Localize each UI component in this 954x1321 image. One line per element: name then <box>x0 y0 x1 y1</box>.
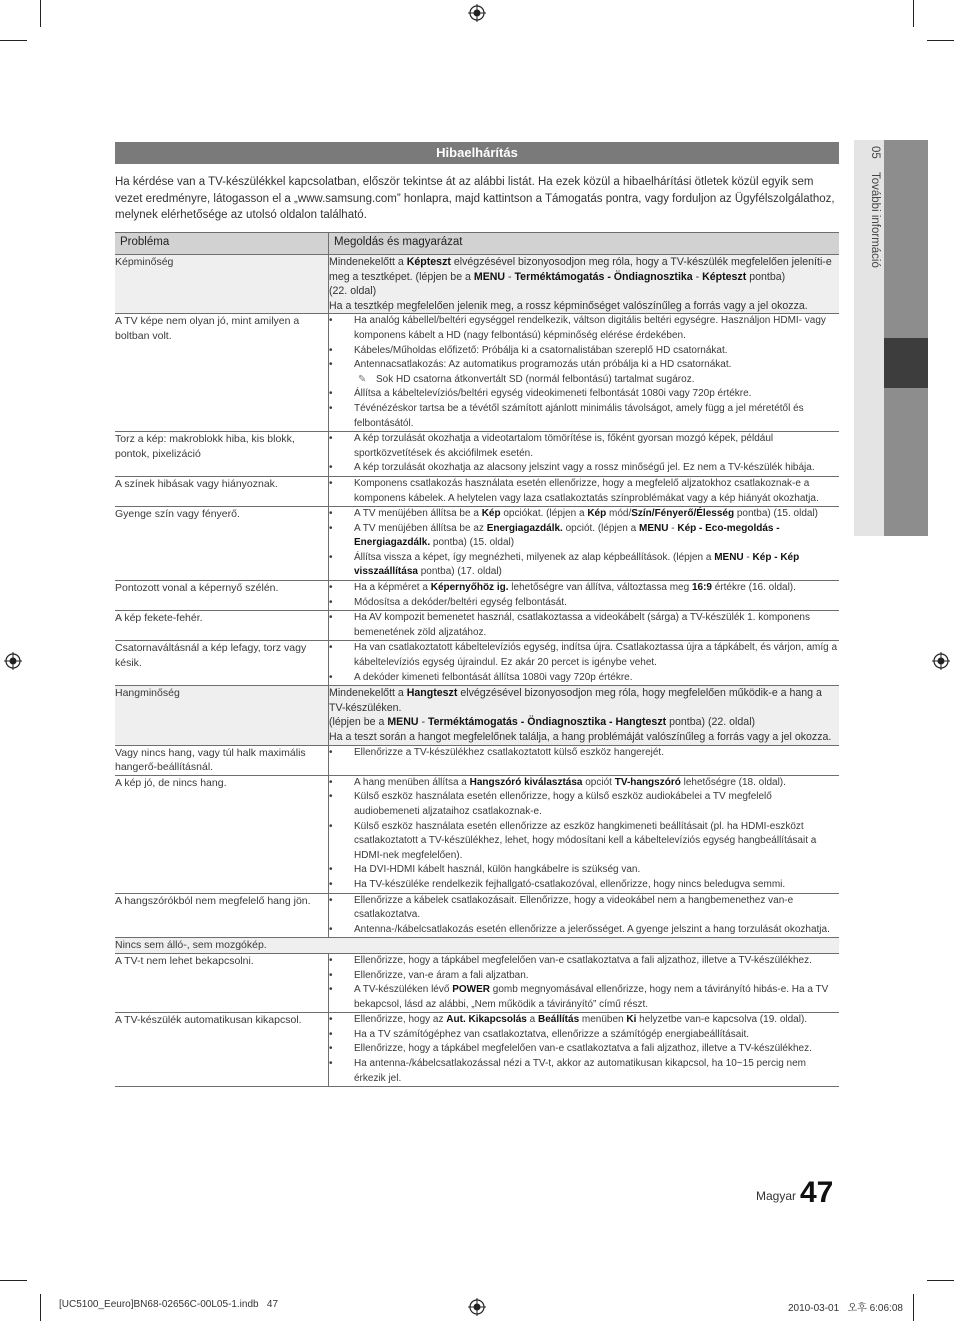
crop-mark <box>913 1294 914 1321</box>
troubleshooting-table <box>115 232 839 1087</box>
list-item: • A TV menüjében állítsa be az Energiagazdálk. opciót. (lépjen a MENU - Kép - Eco-megoldás - Energiagazdálk. pontba) (15. oldal) <box>354 522 839 551</box>
list-item: • Ellenőrizze, hogy a tápkábel megfelelően van-e csatlakoztatva a fali aljzathoz, illetve a TV-készülékhez. <box>354 954 839 969</box>
list-item: • A kép torzulását okozhatja az alacsony jelszint vagy a rossz minőségű jel. Ez nem a TV-készülék hibája. <box>354 461 839 476</box>
problem-cell: Vagy nincs hang, vagy túl halk maximális hangerő-beállításnál. <box>115 745 329 775</box>
problem-cell: A kép fekete-fehér. <box>115 611 329 641</box>
list-item: • Ha AV kompozit bemenetet használ, csatlakoztassa a videokábelt (sárga) a TV-készülék 1. komponens bemenetének zöld aljzatához. <box>354 611 839 640</box>
list-item: • A TV-készüléken lévő POWER gomb megnyomásával ellenőrizze, hogy nem a távirányító hibás-e. Ha a TV bekapcsol, lásd az alábbi, „Nem működik a távirányító” című részt. <box>354 983 839 1012</box>
solution-list <box>329 641 839 685</box>
problem-cell: Pontozott vonal a képernyő szélén. <box>115 581 329 611</box>
print-slug-file: [UC5100_Eeuro]BN68-02656C-00L05-1.indb 47 <box>59 1299 279 1310</box>
list-item: • Állítsa a kábeltelevíziós/beltéri egység videokimeneti felbontását 1080i vagy 720p értékre. <box>354 387 839 402</box>
list-item: • A TV menüjében állítsa be a Kép opciókat. (lépjen a Kép mód/Szín/Fényerő/Élesség pontba) (15. oldal) <box>354 507 839 522</box>
problem-cell: Torz a kép: makroblokk hiba, kis blokk, pontok, pixelizáció <box>115 432 329 477</box>
solution-line: (lépjen be a MENU - Terméktámogatás - Öndiagnosztika - Hangteszt pontba) (22. oldal) <box>329 716 756 729</box>
note-item <box>354 373 839 388</box>
table-row <box>115 581 839 611</box>
solution-cell <box>329 1013 840 1087</box>
section-title: Hibaelhárítás <box>115 142 839 164</box>
table-row <box>115 432 839 477</box>
list-item: • Módosítsa a dekóder/beltéri egység felbontását. <box>354 596 839 611</box>
solution-list <box>329 611 839 640</box>
page-number: 47 <box>800 1176 834 1209</box>
problem-cell: A színek hibásak vagy hiányoznak. <box>115 476 329 506</box>
solution-list <box>329 894 839 938</box>
list-item: • Ha antenna-/kábelcsatlakozással nézi a TV-t, akkor az automatikusan kikapcsol, ha 10~15 percig nem érkezik jel. <box>354 1057 839 1086</box>
chapter-tab-label <box>859 146 881 446</box>
solution-cell <box>329 745 840 775</box>
registration-mark-icon <box>468 1298 486 1316</box>
crop-mark <box>40 0 41 27</box>
solution-cell <box>329 581 840 611</box>
solution-cell <box>329 641 840 686</box>
solution-list <box>329 581 839 610</box>
solution-cell <box>329 686 840 745</box>
table-row <box>115 611 839 641</box>
problem-cell: Csatornaváltásnál a kép lefagy, torz vagy késik. <box>115 641 329 686</box>
solution-list <box>329 314 839 431</box>
table-body <box>115 255 839 1087</box>
note-pencil-icon: ✎ <box>358 373 367 385</box>
list-item: • Ha van csatlakoztatott kábeltelevíziós egység, indítsa újra. Csatlakoztassa újra a tápkábelt, és várjon, amíg a kábeltelevíziós egység újraindul. Ez akár 20 percet is igénybe vehet. <box>354 641 839 670</box>
solution-cell <box>329 314 840 432</box>
problem-cell: Hangminőség <box>115 686 329 745</box>
chapter-title: További információ <box>869 172 881 268</box>
list-item: • Antennacsatlakozás: Az automatikus programozás után próbálja ki a HD csatornákat. <box>354 358 839 373</box>
solution-list <box>329 746 839 761</box>
chapter-tab-marker <box>884 338 928 388</box>
table-row <box>115 507 839 581</box>
table-row <box>115 314 839 432</box>
table-row <box>115 893 839 938</box>
crop-mark <box>0 40 27 41</box>
solution-line: Ha a teszt során a hangot megfelelőnek találja, a hang problémáját valószínűleg a forrás vagy a jel okozza. <box>329 731 832 743</box>
problem-cell: A TV-készülék automatikusan kikapcsol. <box>115 1013 329 1087</box>
solution-line: (22. oldal) <box>329 285 377 298</box>
header-solution: Megoldás és magyarázat <box>329 233 840 255</box>
solution-line: Ha a tesztkép megfelelően jelenik meg, a rossz képminőséget valószínűleg a forrás vagy a jel okozza. <box>329 299 808 312</box>
solution-cell <box>329 476 840 506</box>
list-item: • Tévénézéskor tartsa be a tévétől számított ajánlott minimális távolságot, amely függ a jel méretétől és felbontásától. <box>354 402 839 431</box>
solution-cell <box>329 432 840 477</box>
solution-cell <box>329 775 840 893</box>
intro-paragraph: Ha kérdése van a TV-készülékkel kapcsolatban, először tekintse át az alábbi listát. Ha ezek közül a hibaelhárítási ötletek közül egyik sem vezet eredményre, látogasson el a „www.samsung.com” honlapra, majd kattintson a Támogatás pontra, vagy forduljon az Ügyfélszolgálathoz, melynek elérhetősége az utolsó oldalon található. <box>115 176 835 221</box>
header-problem: Probléma <box>115 233 329 255</box>
solution-line: Mindenekelőtt a Képteszt elvégzésével bizonyosodjon meg róla, hogy a TV-készülék megfelelően jeleníti-e meg a tesztképet. (lépjen be a MENU - Terméktámogatás - Öndiagnosztika - Képteszt pontba) <box>329 256 832 283</box>
solution-list <box>329 477 839 506</box>
registration-mark-icon <box>4 652 22 670</box>
table-row <box>115 938 839 954</box>
table-row <box>115 1013 839 1087</box>
registration-mark-icon <box>932 652 950 670</box>
note-text: Sok HD csatorna átkonvertált SD (normál felbontású) tartalmat sugároz. <box>376 373 695 385</box>
list-item: • A hang menüben állítsa a Hangszóró kiválasztása opciót TV-hangszóró lehetőségre (18. oldal). <box>354 776 839 791</box>
list-item: • Ha DVI-HDMI kábelt használ, külön hangkábelre is szükség van. <box>354 863 839 878</box>
table-row <box>115 476 839 506</box>
list-item: • A dekóder kimeneti felbontását állítsa 1080i vagy 720p értékre. <box>354 671 839 686</box>
crop-mark <box>0 1280 27 1281</box>
list-item: • Ellenőrizze, van-e áram a fali aljzatban. <box>354 969 839 984</box>
solution-cell <box>329 893 840 938</box>
problem-cell: A TV képe nem olyan jó, mint amilyen a boltban volt. <box>115 314 329 432</box>
table-row <box>115 686 839 745</box>
solution-line: Mindenekelőtt a Hangteszt elvégzésével bizonyosodjon meg róla, hogy megfelelően működik-e a hang a TV-készüléken. <box>329 687 822 714</box>
list-item: • Antenna-/kábelcsatlakozás esetén ellenőrizze a jelerősséget. A gyenge jelszint a hang torzulását okozhatja. <box>354 923 839 938</box>
list-item: • Ellenőrizze a TV-készülékhez csatlakoztatott külső eszköz hangerejét. <box>354 746 839 761</box>
solution-cell <box>329 611 840 641</box>
list-item: • Ellenőrizze, hogy a tápkábel megfelelően van-e csatlakoztatva a fali aljzathoz, illetve a TV-készülékhez. <box>354 1042 839 1057</box>
problem-cell: A hangszórókból nem megfelelő hang jön. <box>115 893 329 938</box>
crop-mark <box>927 1280 954 1281</box>
problem-cell: A TV-t nem lehet bekapcsolni. <box>115 953 329 1012</box>
list-item: • Ha a TV számítógéphez van csatlakoztatva, ellenőrizze a számítógép energiabeállításait. <box>354 1028 839 1043</box>
chapter-tab-strip <box>884 388 928 536</box>
solution-cell <box>329 953 840 1012</box>
footer-language: Magyar <box>756 1189 797 1203</box>
solution-cell <box>329 255 840 314</box>
solution-list <box>329 954 839 1012</box>
table-group-heading: Nincs sem álló-, sem mozgókép. <box>115 938 839 954</box>
solution-cell <box>329 507 840 581</box>
table-row <box>115 775 839 893</box>
table-header-row <box>115 233 839 255</box>
table-row <box>115 255 839 314</box>
crop-mark <box>913 0 914 27</box>
table-row <box>115 745 839 775</box>
list-item: • Külső eszköz használata esetén ellenőrizze, hogy a külső eszköz audiokábelei a TV megfelelő audiobemeneti aljzataihoz csatlakoznak-e. <box>354 790 839 819</box>
problem-cell: Képminőség <box>115 255 329 314</box>
table-row <box>115 641 839 686</box>
problem-cell: Gyenge szín vagy fényerő. <box>115 507 329 581</box>
registration-mark-icon <box>468 4 486 22</box>
table-row <box>115 953 839 1012</box>
solution-list <box>329 507 839 580</box>
solution-list <box>329 776 839 893</box>
print-slug-date: 2010-03-01 오후 6:06:08 <box>788 1303 903 1314</box>
crop-mark <box>40 1294 41 1321</box>
list-item: • Ellenőrizze a kábelek csatlakozásait. Ellenőrizze, hogy a videokábel nem a hangbemenethez van-e csatlakoztatva. <box>354 894 839 923</box>
solution-list <box>329 432 839 476</box>
chapter-tab-strip <box>884 140 928 338</box>
list-item: • Állítsa vissza a képet, így megnézheti, milyenek az alap képbeállítások. (lépjen a MENU - Kép - Kép visszaállítása pontba) (17. oldal) <box>354 551 839 580</box>
list-item: • Kábeles/Műholdas előfizető: Próbálja ki a csatornalistában szereplő HD csatornákat. <box>354 344 839 359</box>
chapter-number: 05 <box>869 146 881 159</box>
list-item: • Ellenőrizze, hogy az Aut. Kikapcsolás a Beállítás menüben Ki helyzetbe van-e kapcsolva (19. oldal). <box>354 1013 839 1028</box>
problem-cell: A kép jó, de nincs hang. <box>115 775 329 893</box>
crop-mark <box>927 40 954 41</box>
list-item: • Komponens csatlakozás használata esetén ellenőrizze, hogy a megfelelő aljzatokhoz csatlakoznak-e a komponens kábelek. A helytelen vagy laza csatlakoztatás színproblémákat vagy a kép hiányát okozhatja. <box>354 477 839 506</box>
solution-list <box>329 1013 839 1086</box>
list-item: • Ha analóg kábellel/beltéri egységgel rendelkezik, váltson digitális beltéri egységre. Használjon HDMI- vagy komponens kábelt a HD (nagy felbontású) képminőség elérése érdekében. <box>354 314 839 343</box>
list-item: • Külső eszköz használata esetén ellenőrizze az eszköz hangkimeneti beállításait (pl. ha HDMI-eszközt csatlakoztatott a TV-készülékhez, lehet, hogy módosítani kell a kábeltelevíziós egység hangbeállításait a HDMI-nek megfelelően). <box>354 820 839 864</box>
list-item: • A kép torzulását okozhatja a videotartalom tömörítése is, főként gyorsan mozgó képek, például sportközvetítések és akciófilmek esetén. <box>354 432 839 461</box>
list-item: • Ha a képméret a Képernyőhöz ig. lehetőségre van állítva, változtassa meg 16:9 értékre (16. oldal). <box>354 581 839 596</box>
list-item: • Ha TV-készüléke rendelkezik fejhallgató-csatlakozóval, ellenőrizze, hogy nincs beledugva semmi. <box>354 878 839 893</box>
